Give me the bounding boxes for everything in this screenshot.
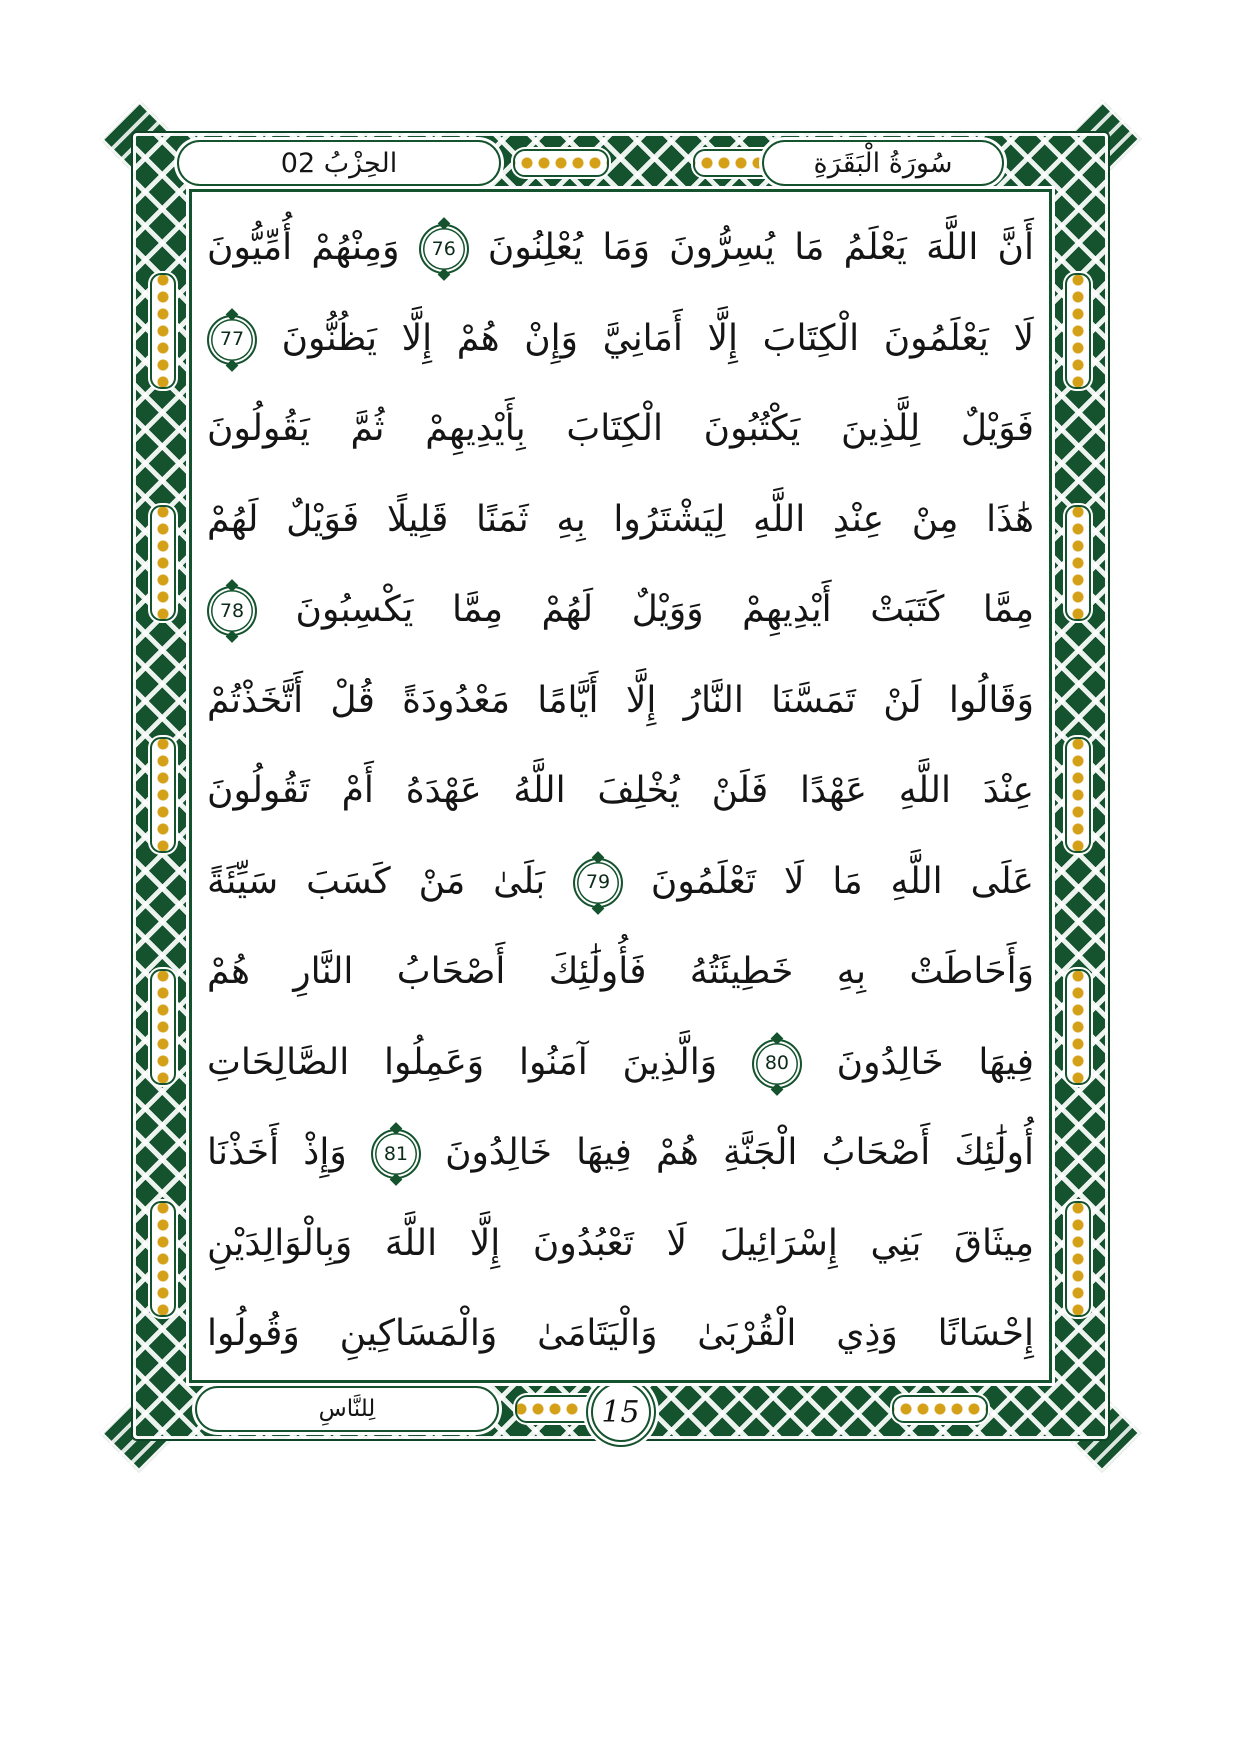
gold-dots-medallion <box>150 273 176 389</box>
hizb-cartouche <box>177 140 501 186</box>
quran-line <box>207 1018 1034 1109</box>
page-number: 15 <box>601 1394 640 1430</box>
quran-line <box>207 746 1034 837</box>
catchword-label: لِلنَّاسِ <box>318 1395 376 1422</box>
quran-text: إِحْسَانًا وَذِي الْقُرْبَىٰ وَالْيَتَامَىٰ وَالْمَسَاكِينِ وَقُولُوا <box>207 1313 1034 1354</box>
quran-line <box>207 837 1034 928</box>
quran-line <box>207 1108 1034 1199</box>
quran-text: وَمِنْهُمْ أُمِّيُّونَ <box>207 227 400 268</box>
quran-line <box>207 565 1034 656</box>
gold-dots-medallion <box>1065 737 1091 853</box>
page-number-circle <box>591 1382 651 1442</box>
quran-text: عِنْدَ اللَّهِ عَهْدًا فَلَنْ يُخْلِفَ اللَّهُ عَهْدَهُ أَمْ تَقُولُونَ <box>207 770 1034 811</box>
quran-text-area <box>203 197 1038 1375</box>
quran-line <box>207 1199 1034 1290</box>
verse-number-badge: 78 <box>207 586 257 636</box>
verse-number-badge: 76 <box>419 224 469 274</box>
quran-line <box>207 656 1034 747</box>
gold-dots-medallion <box>150 1201 176 1317</box>
quran-text: وَأَحَاطَتْ بِهِ خَطِيئَتُهُ فَأُولَٰئِكَ أَصْحَابُ النَّارِ هُمْ <box>207 951 1034 992</box>
verse-number-badge: 80 <box>752 1039 802 1089</box>
quran-text: مِيثَاقَ بَنِي إِسْرَائِيلَ لَا تَعْبُدُونَ إِلَّا اللَّهَ وَبِالْوَالِدَيْنِ <box>207 1222 1034 1264</box>
quran-text: فِيهَا خَالِدُونَ <box>836 1041 1034 1083</box>
quran-text: هَٰذَا مِنْ عِنْدِ اللَّهِ لِيَشْتَرُوا بِهِ ثَمَنًا قَلِيلًا فَوَيْلٌ لَهُمْ <box>207 498 1034 540</box>
quran-text: أَنَّ اللَّهَ يَعْلَمُ مَا يُسِرُّونَ وَمَا يُعْلِنُونَ <box>487 227 1034 268</box>
quran-text: عَلَى اللَّهِ مَا لَا تَعْلَمُونَ <box>650 860 1034 902</box>
quran-line <box>207 475 1034 566</box>
verse-number-badge: 77 <box>207 315 257 365</box>
gold-dots-medallion <box>1065 1201 1091 1317</box>
quran-text: مِمَّا كَتَبَتْ أَيْدِيهِمْ وَوَيْلٌ لَهُمْ مِمَّا يَكْسِبُونَ <box>295 589 1034 630</box>
page-border-frame <box>133 133 1108 1439</box>
gold-dots-medallion <box>513 149 609 177</box>
gold-dots-medallion <box>150 737 176 853</box>
gold-dots-medallion <box>150 969 176 1085</box>
quran-line <box>207 294 1034 385</box>
hizb-label: الحِزْبُ 02 <box>280 147 398 179</box>
quran-text: أُولَٰئِكَ أَصْحَابُ الْجَنَّةِ هُمْ فِيهَا خَالِدُونَ <box>445 1132 1034 1173</box>
quran-text: وَقَالُوا لَنْ تَمَسَّنَا النَّارُ إِلَّا أَيَّامًا مَعْدُودَةً قُلْ أَتَّخَذْتُمْ <box>207 679 1034 721</box>
verse-number-badge: 81 <box>371 1129 421 1179</box>
quran-text: بَلَىٰ مَنْ كَسَبَ سَيِّئَةً <box>207 860 546 902</box>
quran-text: وَالَّذِينَ آمَنُوا وَعَمِلُوا الصَّالِحَاتِ <box>207 1041 718 1083</box>
quran-line <box>207 927 1034 1018</box>
catchword-cartouche <box>195 1386 499 1432</box>
quran-text: لَا يَعْلَمُونَ الْكِتَابَ إِلَّا أَمَانِيَّ وَإِنْ هُمْ إِلَّا يَظُنُّونَ <box>281 317 1034 359</box>
verse-number-badge: 79 <box>573 858 623 908</box>
gold-dots-medallion <box>150 505 176 621</box>
quran-text: فَوَيْلٌ لِلَّذِينَ يَكْتُبُونَ الْكِتَابَ بِأَيْدِيهِمْ ثُمَّ يَقُولُونَ <box>207 408 1034 449</box>
quran-line <box>207 384 1034 475</box>
surah-cartouche <box>762 140 1004 186</box>
surah-title: سُورَةُ الْبَقَرَةِ <box>813 147 953 179</box>
gold-dots-medallion <box>1065 969 1091 1085</box>
gold-dots-medallion <box>892 1395 988 1423</box>
gold-dots-medallion <box>1065 273 1091 389</box>
gold-dots-medallion <box>1065 505 1091 621</box>
quran-line <box>207 1289 1034 1380</box>
quran-line <box>207 203 1034 294</box>
quran-text: وَإِذْ أَخَذْنَا <box>207 1132 347 1173</box>
